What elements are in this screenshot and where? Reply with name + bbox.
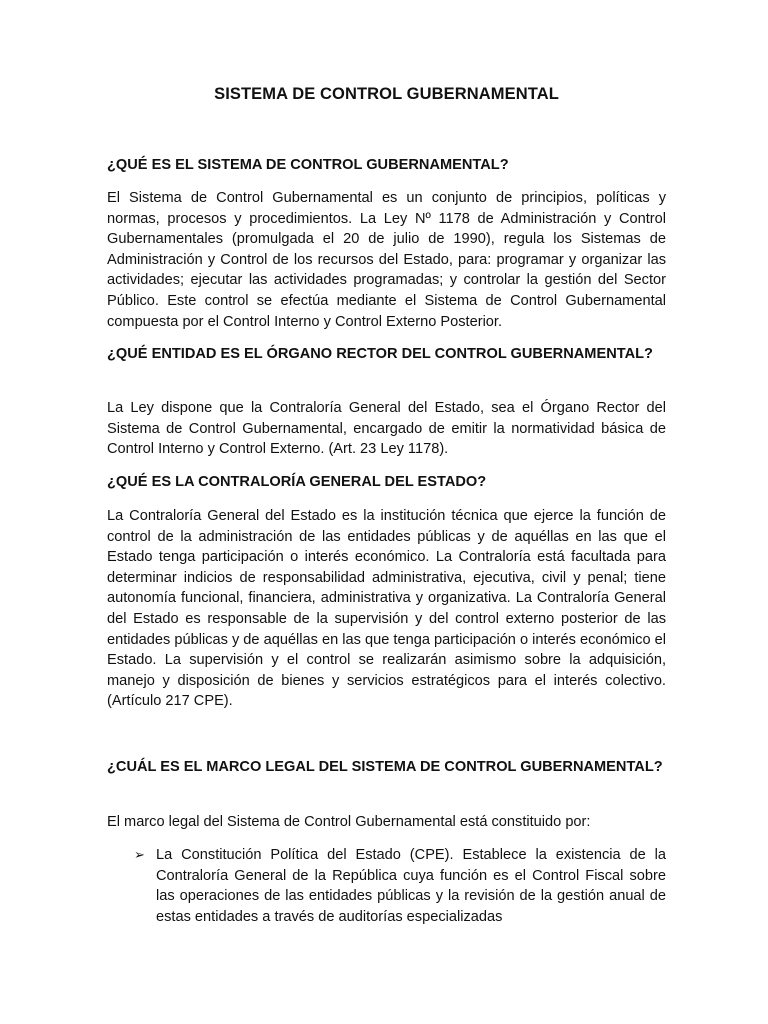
legal-framework-list (107, 845, 666, 927)
section-1-heading: ¿QUÉ ES EL SISTEMA DE CONTROL GUBERNAMENTAL? (107, 157, 509, 173)
section-2-body: La Ley dispone que la Contraloría General del Estado, sea el Órgano Rector del Sistema de Control Gubernamental, encargado de emitir la normatividad básica de Control Interno y Control Externo. (Art. 23 Ley 1178). (107, 400, 666, 458)
section-2-heading: ¿QUÉ ENTIDAD ES EL ÓRGANO RECTOR DEL CONTROL GUBERNAMENTAL? (107, 346, 653, 362)
list-item-text: La Constitución Política del Estado (CPE). Establece la existencia de la Contraloría General de la República cuya función es el Control Fiscal sobre las operaciones de las entidades públicas y la revisión de la gestión anual de estas entidades a través de auditorías especializadas (156, 847, 666, 925)
list-item (107, 845, 666, 927)
section-4-heading: ¿CUÁL ES EL MARCO LEGAL DEL SISTEMA DE CONTROL GUBERNAMENTAL? (107, 759, 663, 775)
document-title: SISTEMA DE CONTROL GUBERNAMENTAL (214, 85, 559, 103)
arrow-bullet-icon: ➢ (134, 847, 145, 862)
section-4-body: El marco legal del Sistema de Control Gubernamental está constituido por: (107, 814, 591, 830)
section-3-body: La Contraloría General del Estado es la institución técnica que ejerce la función de control de la administración de las entidades públicas y de aquéllas en las que el Estado tenga participación o interés económico. La Contraloría está facultada para determinar indicios de responsabilidad administrativa, ejecutiva, civil y penal; tiene autonomía funcional, financiera, administrativa y organizativa. La Contraloría General del Estado es responsable de la supervisión y del control externo posterior de las entidades públicas y de aquéllas en las que tenga participación o interés económico el Estado. La supervisión y el control se realizarán asimismo sobre la adquisición, manejo y disposición de bienes y servicios estratégicos para el interés colectivo. (Artículo 217 CPE). (107, 508, 666, 710)
section-3-heading: ¿QUÉ ES LA CONTRALORÍA GENERAL DEL ESTADO? (107, 474, 487, 490)
section-1-body: El Sistema de Control Gubernamental es un conjunto de principios, políticas y normas, procesos y procedimientos. La Ley Nº 1178 de Administración y Control Gubernamentales (promulgada el 20 de julio de 1990), regula los Sistemas de Administración y Control de los recursos del Estado, para: programar y organizar las actividades; ejecutar las actividades programadas; y controlar la gestión del Sector Público. Este control se efectúa mediante el Sistema de Control Gubernamental compuesta por el Control Interno y Control Externo Posterior. (107, 190, 666, 330)
